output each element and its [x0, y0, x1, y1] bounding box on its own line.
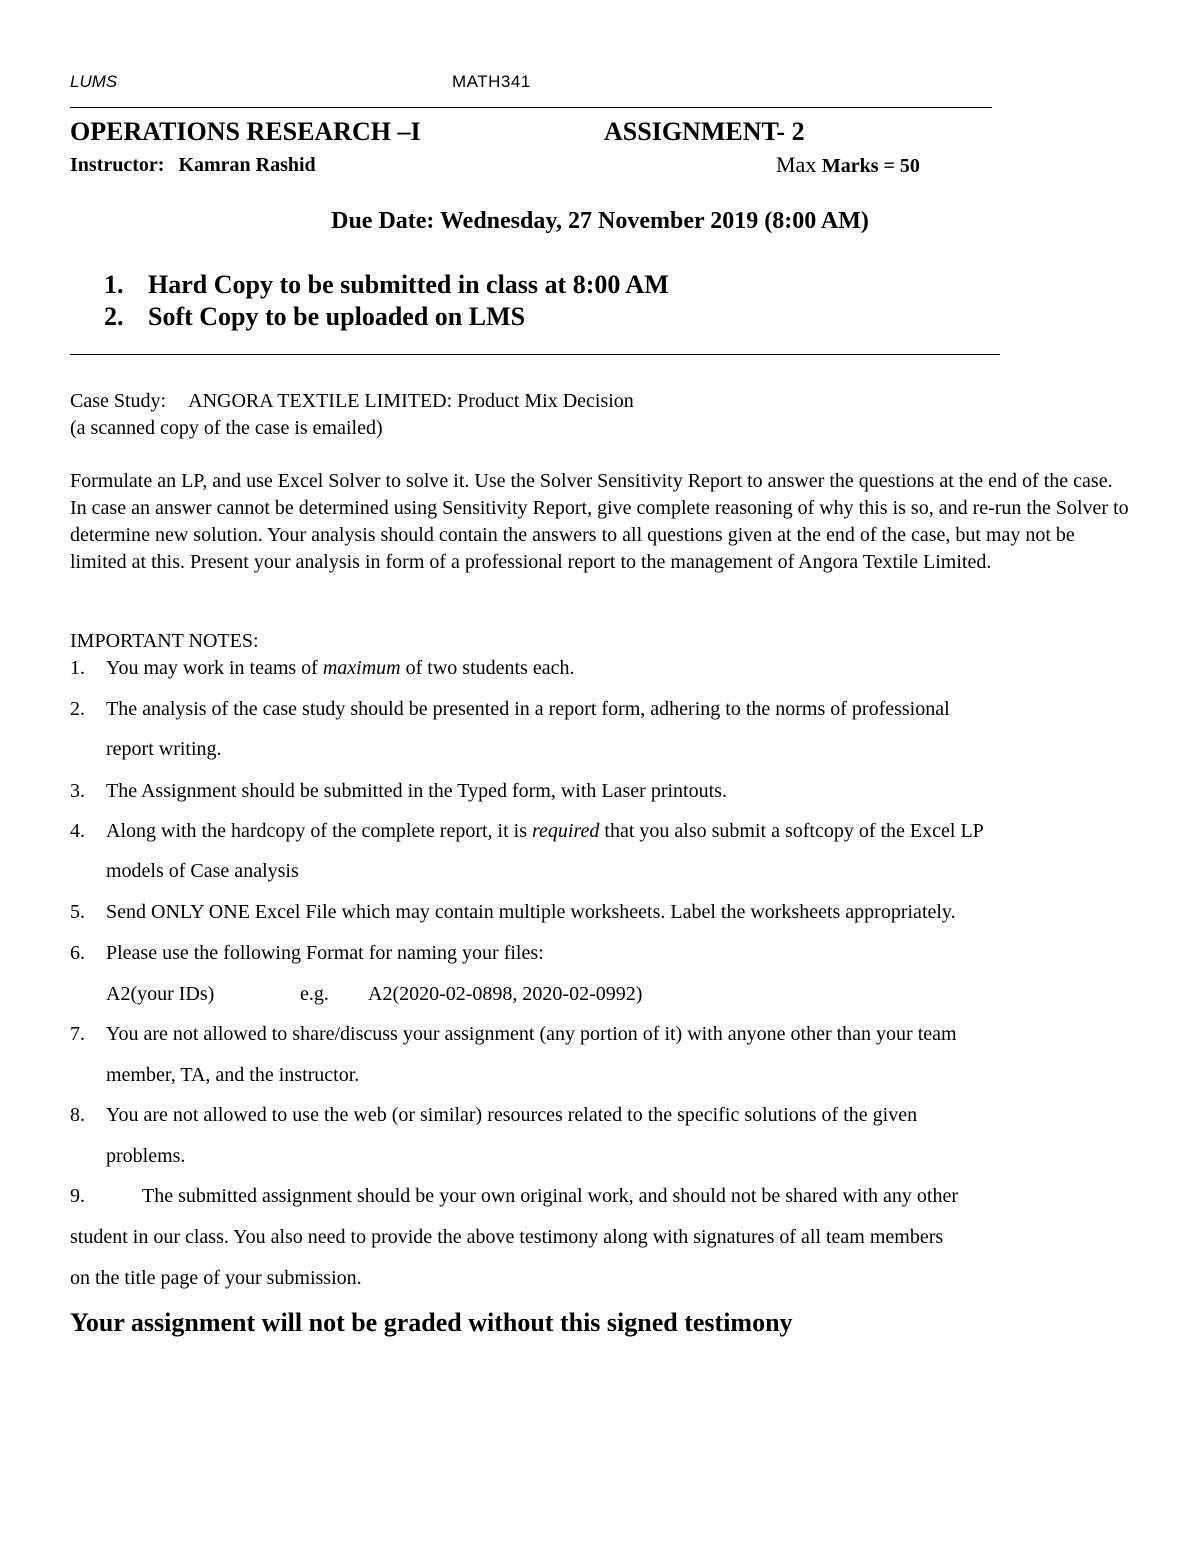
note-number: 1.	[70, 657, 85, 679]
submission-item	[104, 270, 669, 300]
section-divider	[70, 354, 1000, 355]
instructor-label: Instructor:	[70, 154, 165, 176]
note-text: You are not allowed to use the web (or similar) resources related to the specific solutions of the given	[106, 1104, 918, 1126]
note-number: 5.	[70, 901, 85, 923]
note-number: 4.	[70, 820, 85, 842]
due-date: Due Date: Wednesday, 27 November 2019 (8:00 AM)	[331, 208, 869, 234]
file-format-example: A2(2020-02-0898, 2020-02-0992)	[368, 983, 643, 1005]
max-label: Max	[776, 152, 817, 177]
assignment-title: ASSIGNMENT- 2	[604, 117, 805, 146]
submission-item-number: 2.	[104, 302, 124, 331]
note-number: 2.	[70, 698, 85, 720]
course-code: MATH341	[452, 72, 531, 91]
course-title: OPERATIONS RESEARCH –I	[70, 117, 421, 146]
instructor-line	[70, 154, 316, 177]
note-text: The analysis of the case study should be presented in a report form, adhering to the norms of professional	[106, 698, 950, 720]
note-text-continued: member, TA, and the instructor.	[106, 1064, 360, 1086]
note-number: 6.	[70, 942, 85, 964]
note-text: Please use the following Format for naming your files:	[106, 942, 544, 964]
case-study	[70, 388, 634, 442]
note-text: The submitted assignment should be your own original work, and should not be shared with any other	[142, 1185, 958, 1207]
note-number: 8.	[70, 1104, 85, 1126]
notes-title: IMPORTANT NOTES:	[70, 630, 259, 652]
note-text-continued: problems.	[106, 1145, 186, 1167]
header-divider	[70, 107, 992, 108]
instructor-name: Kamran Rashid	[178, 154, 316, 176]
note-text-continued: on the title page of your submission.	[70, 1267, 362, 1289]
case-study-note: (a scanned copy of the case is emailed)	[70, 417, 383, 439]
submission-item	[104, 302, 525, 332]
case-study-label: Case Study:	[70, 390, 167, 412]
case-study-title: ANGORA TEXTILE LIMITED: Product Mix Decision	[188, 390, 634, 412]
submission-item-number: 1.	[104, 270, 124, 299]
submission-item-text: Hard Copy to be submitted in class at 8:00 AM	[148, 270, 669, 299]
final-statement: Your assignment will not be graded without this signed testimony	[70, 1308, 793, 1337]
note-text: Send ONLY ONE Excel File which may contain multiple worksheets. Label the worksheets appropriately.	[106, 901, 956, 923]
file-format-label: A2(your IDs)	[106, 983, 215, 1005]
marks-label: Marks = 50	[821, 155, 920, 177]
note-text: Along with the hardcopy of the complete report, it is required that you also submit a softcopy of the Excel LP	[106, 820, 984, 842]
note-text: You are not allowed to share/discuss your assignment (any portion of it) with anyone other than your team	[106, 1023, 957, 1045]
note-text-continued: models of Case analysis	[106, 860, 299, 882]
note-text-continued: student in our class. You also need to provide the above testimony along with signatures of all team members	[70, 1226, 944, 1248]
note-number: 7.	[70, 1023, 85, 1045]
note-text: You may work in teams of maximum of two students each.	[106, 657, 575, 679]
university-name: LUMS	[70, 72, 118, 91]
submission-item-text: Soft Copy to be uploaded on LMS	[148, 302, 526, 331]
instructions-paragraph: Formulate an LP, and use Excel Solver to solve it. Use the Solver Sensitivity Report to answer the questions at the end of the case. In case an answer cannot be determined using Sensitivity Report, give complete reasoning of why this is so, and re-run the Solver to determine new solution. Your analysis should contain the answers to all questions given at the end of the case, but may not be limited at this. Present your analysis in form of a professional report to the management of Angora Textile Limited.	[70, 470, 1129, 573]
max-marks	[776, 152, 920, 178]
note-number: 3.	[70, 780, 85, 802]
note-text-continued: report writing.	[106, 738, 222, 760]
note-text: The Assignment should be submitted in the Typed form, with Laser printouts.	[106, 780, 727, 802]
example-label: e.g.	[300, 983, 329, 1005]
note-number: 9.	[70, 1185, 85, 1207]
